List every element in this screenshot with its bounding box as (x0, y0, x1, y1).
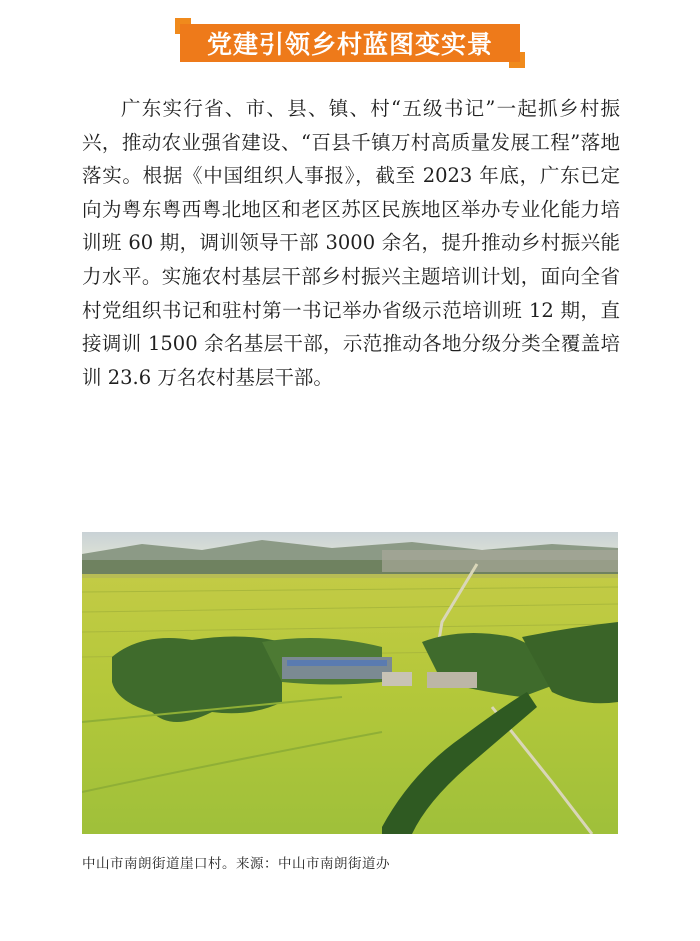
aerial-photo (82, 532, 618, 834)
body-text (82, 92, 620, 394)
body-paragraph: 广东实行省、市、县、镇、村“五级书记”一起抓乡村振兴，推动农业强省建设、“百县千镇万村高质量发展工程”落地落实。根据《中国组织人事报》，截至 2023 年底，广东已定向为粤东粤西粤北地区和老区苏区民族地区举办专业化能力培训班 60 期，调训领导干部 3000 余名，提升推动乡村振兴能力水平。实施农村基层干部乡村振兴主题培训计划，面向全省村党组织书记和驻村第一书记举办省级示范培训班 12 期，直接调训 1500 余名基层干部，示范推动各地分级分类全覆盖培训 23.6 万名农村基层干部。 (82, 97, 620, 389)
figure-caption: 中山市南朗街道崖口村。来源：中山市南朗街道办 (82, 856, 390, 872)
section-banner (175, 18, 525, 68)
section-title: 党建引领乡村蓝图变实景 (206, 30, 493, 59)
banner-box (180, 24, 520, 62)
